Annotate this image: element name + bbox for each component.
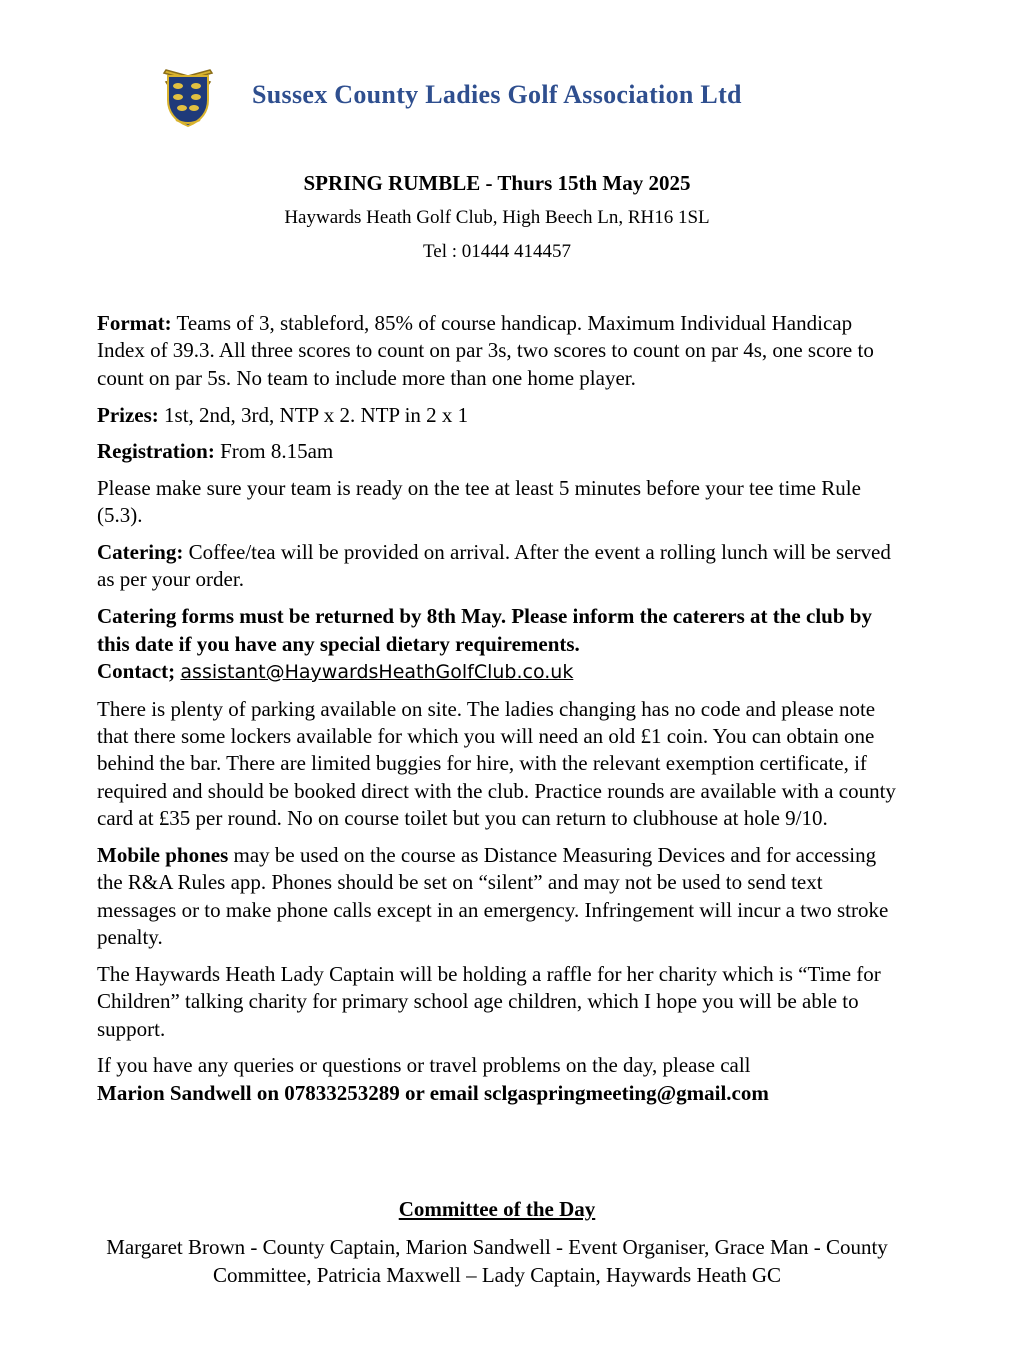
catering-paragraph [97,539,897,594]
catering-text: Coffee/tea will be provided on arrival. After the event a rolling lunch will be served as per your order. [97,540,891,592]
registration-text: From 8.15am [214,439,334,464]
organisation-name: Sussex County Ladies Golf Association Ltd [252,80,742,109]
catering-forms-notice: Catering forms must be returned by 8th May. Please inform the caterers at the club by this date if you have any special dietary requirements. [97,604,872,656]
mobile-phones-text: may be used on the course as Distance Measuring Devices and for accessing the R&A Rules app. Phones should be set on “silent” and may not be used to send text messages or to make phone calls except in an emergency. Infringement will incur a two stroke penalty. [97,842,889,950]
page-header [156,64,856,128]
catering-forms-paragraph [97,603,897,686]
queries-paragraph [97,1052,897,1107]
mobile-phones-paragraph [97,842,897,952]
parking-paragraph: There is plenty of parking available on site. The ladies changing has no code and please note that there some lockers available for which you will need an old £1 coin. You can obtain one behind the bar. There are limited buggies for hire, with the relevant exemption certificate, if required and should be booked direct with the club. Practice rounds are available with a county card at £35 per round. No on course toilet but you can return to clubhouse at hole 9/10. [97,696,896,831]
raffle-paragraph: The Haywards Heath Lady Captain will be holding a raffle for her charity which is “Time for Children” talking charity for primary school age children, which I hope you will be able to support. [97,961,881,1041]
county-crest-icon [156,64,220,128]
registration-label: Registration: [97,439,215,464]
prizes-paragraph [97,402,897,429]
registration-paragraph [97,438,897,465]
format-paragraph [97,310,897,392]
committee-heading: Committee of the Day [398,1197,596,1221]
prizes-text: 1st, 2nd, 3rd, NTP x 2. NTP in 2 x 1 [158,402,469,427]
committee-members: Margaret Brown - County Captain, Marion Sandwell - Event Organiser, Grace Man - County Committee, Patricia Maxwell – Lady Captain, Haywards Heath GC [106,1235,888,1287]
queries-text: If you have any queries or questions or travel problems on the day, please call [97,1053,751,1078]
tee-time-paragraph: Please make sure your team is ready on the tee at least 5 minutes before your tee time Rule (5.3). [97,475,861,528]
catering-label: Catering: [97,540,184,565]
prizes-label: Prizes: [97,402,159,427]
event-details [97,310,897,1117]
mobile-phones-label: Mobile phones [97,842,229,867]
queries-contact: Marion Sandwell on 07833253289 or email sclgaspringmeeting@gmail.com [97,1080,769,1105]
event-venue: Haywards Heath Golf Club, High Beech Ln, RH16 1SL [284,207,710,228]
contact-label: Contact; [97,658,176,683]
event-telephone: Tel : 01444 414457 [422,241,572,262]
contact-email-link[interactable]: assistant@HaywardsHeathGolfClub.co.uk [180,660,574,683]
format-label: Format: [97,311,172,335]
event-title: SPRING RUMBLE - Thurs 15th May 2025 [303,171,691,195]
format-text: Teams of 3, stableford, 85% of course handicap. Maximum Individual Handicap Index of 39.3. All three scores to count on par 3s, two scores to count on par 4s, one score to count on par 5s. No team to include more than one home player. [97,311,874,390]
